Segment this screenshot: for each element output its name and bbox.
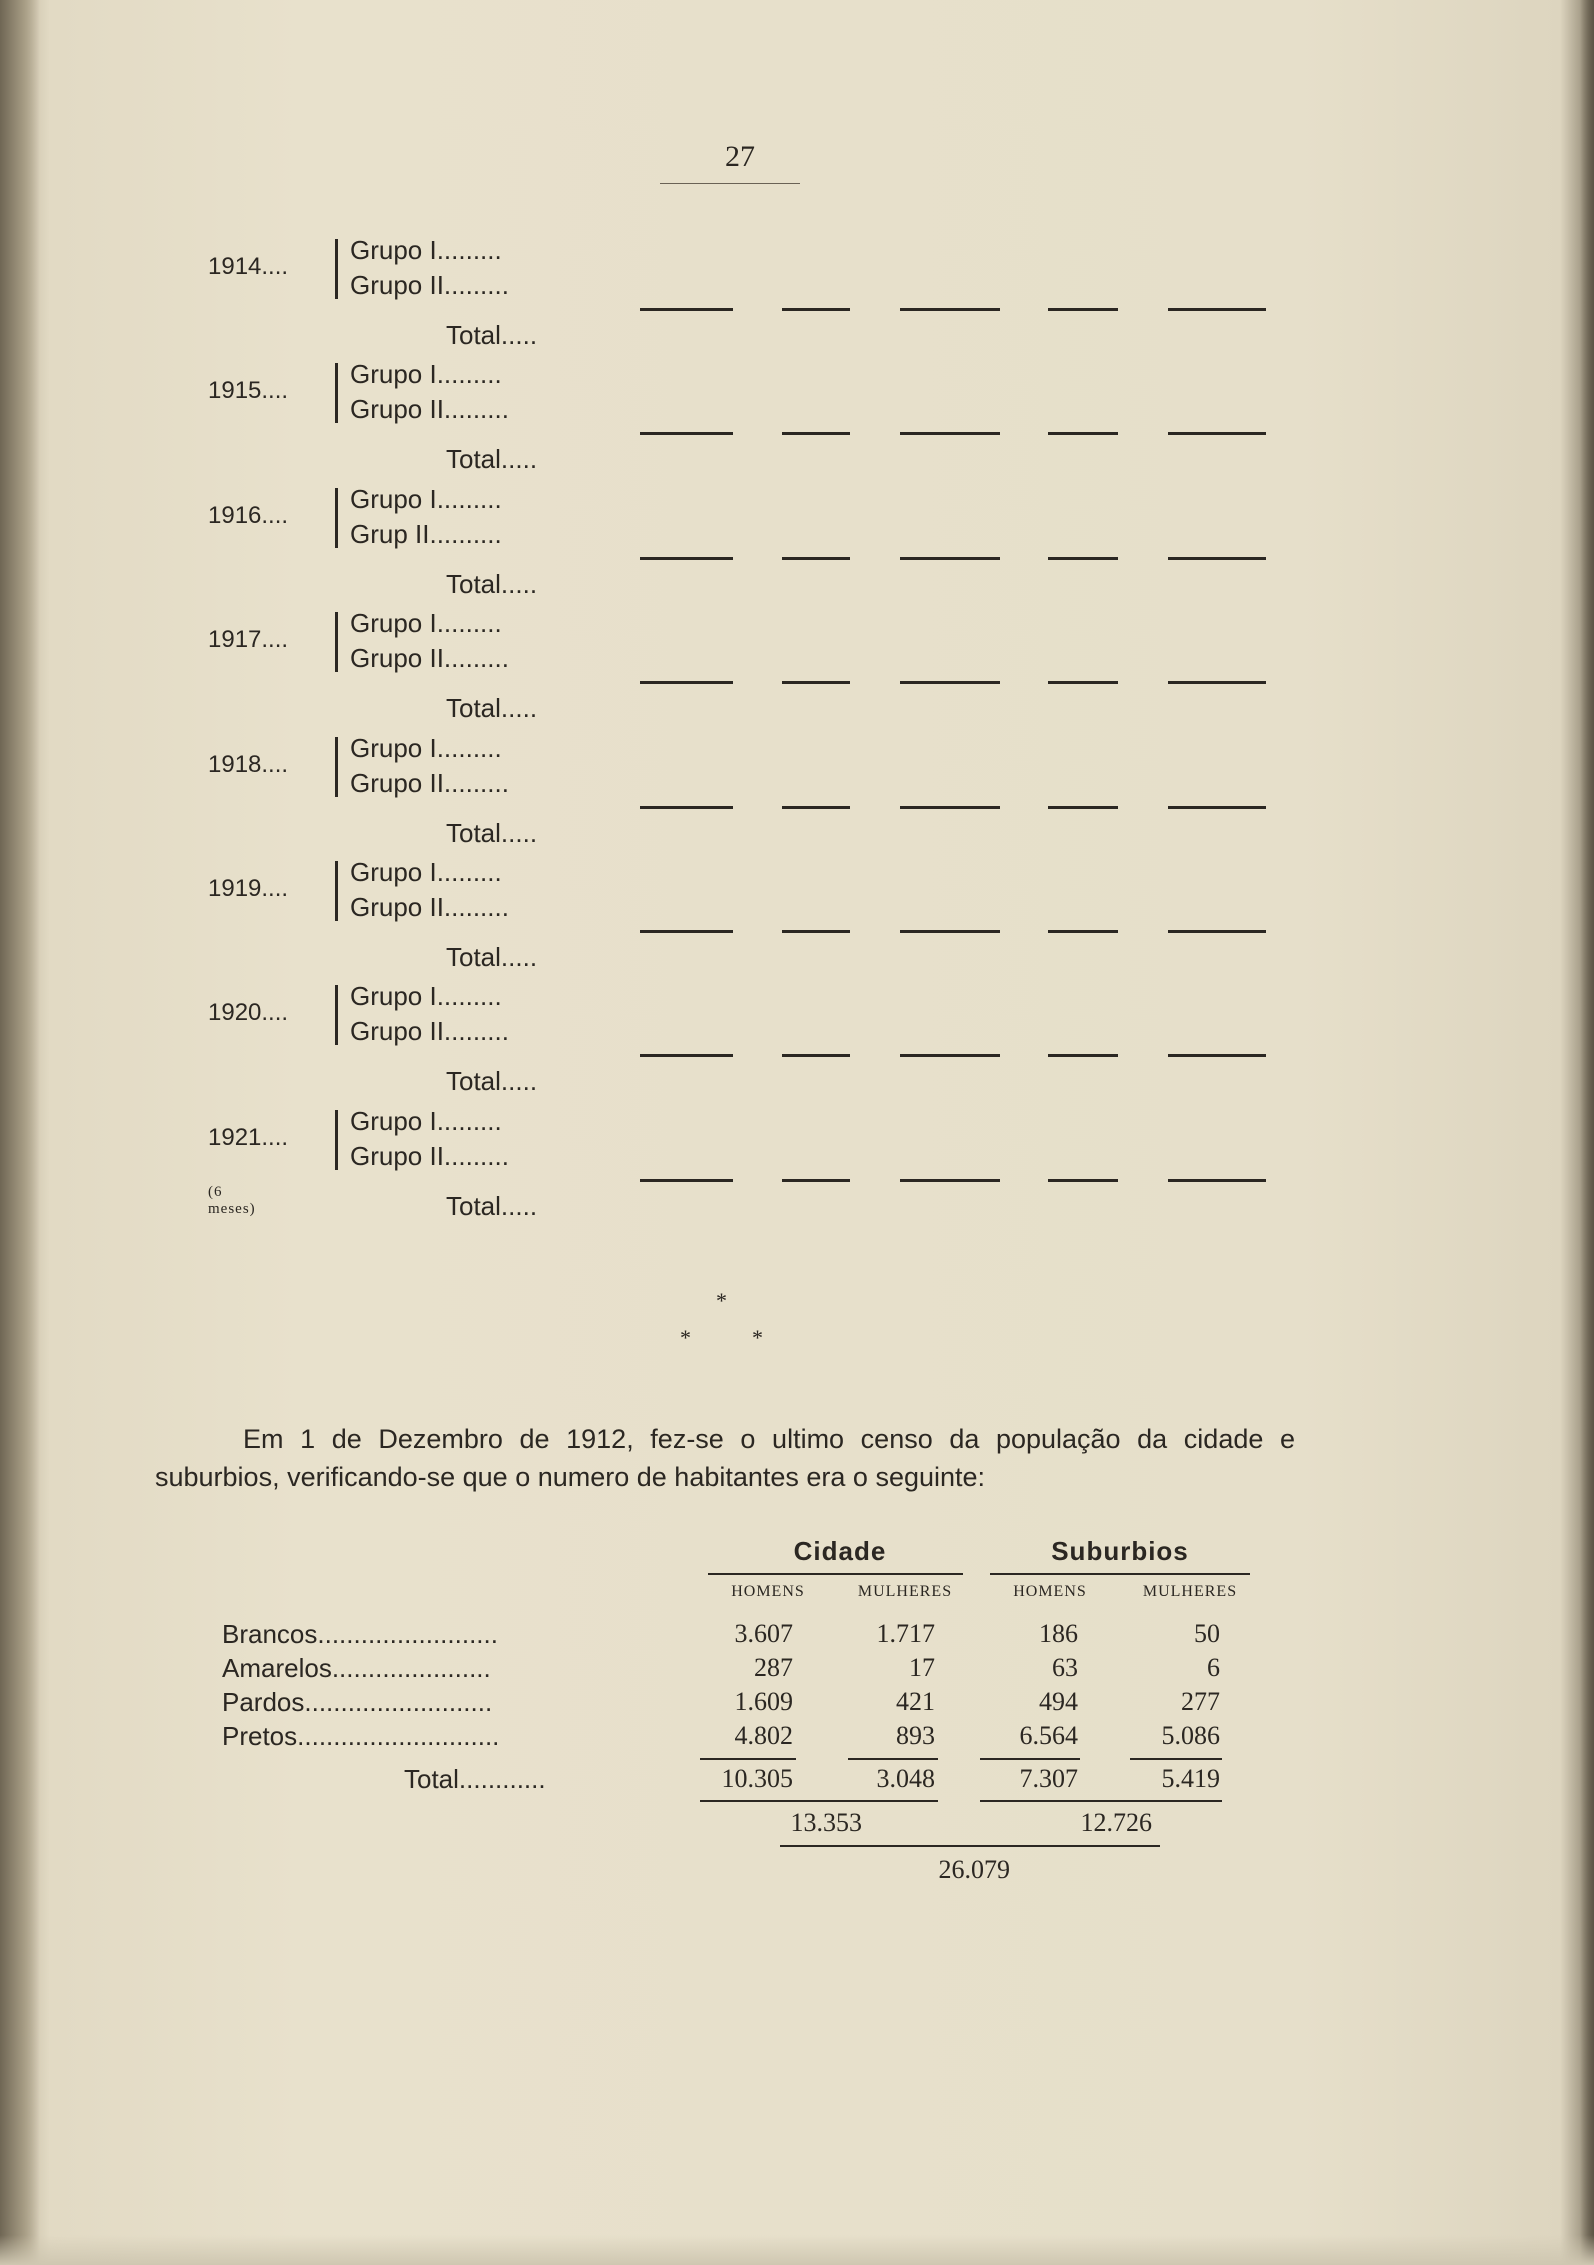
total-rule (782, 308, 850, 311)
year-label: 1919.... (208, 875, 289, 902)
group-brace (335, 363, 338, 423)
separator-star-top: * (716, 1288, 727, 1313)
total-rule (640, 308, 733, 311)
year-label: 1921.... (208, 1123, 289, 1151)
census-subheader: MULHERES (1142, 1583, 1238, 1600)
census-cell: 6 (1207, 1653, 1220, 1682)
header-rule-suburbios (990, 1573, 1250, 1575)
census-row-label: Brancos......................... (222, 1619, 498, 1649)
page-bottom-edge (0, 2235, 1594, 2265)
group-brace (335, 488, 338, 548)
group-label: Grupo I......... (350, 608, 502, 639)
census-total-rule (1130, 1758, 1222, 1760)
census-total-rule (848, 1758, 938, 1760)
total-label: Total..... (446, 817, 538, 848)
census-subheader: HOMENS (1013, 1583, 1087, 1600)
total-rule (900, 1179, 1000, 1182)
census-cell: 6.564 (1019, 1721, 1078, 1750)
grand-total-rule (780, 1845, 1160, 1847)
group-brace (335, 985, 338, 1045)
census-paragraph: Em 1 de Dezembro de 1912, fez-se o ultimo censo da população da cidade e suburbios, verificando-se que o numero de habitantes era o seguinte: (155, 1424, 1295, 1492)
group-brace (335, 612, 338, 672)
total-rule (1168, 1179, 1266, 1182)
group-total-rule-cidade (700, 1800, 938, 1802)
census-cell: 63 (1052, 1653, 1078, 1682)
census-header-cidade: Cidade (793, 1536, 887, 1566)
total-rule (1168, 930, 1266, 933)
total-rule (900, 557, 1000, 560)
separator-star-left: * (680, 1325, 691, 1350)
total-label: Total..... (446, 568, 538, 599)
book-spine-shadow (0, 0, 40, 2265)
census-total-cell: 5.419 (1161, 1764, 1220, 1793)
total-rule (1168, 557, 1266, 560)
total-rule (782, 930, 850, 933)
total-rule (1048, 806, 1118, 809)
total-rule (1168, 681, 1266, 684)
total-label: Total..... (446, 942, 538, 972)
total-rule (1048, 308, 1118, 311)
group-label: Grupo II......... (350, 270, 509, 300)
total-rule (640, 681, 733, 684)
year-label: 1917.... (208, 626, 289, 654)
total-rule (640, 806, 733, 809)
total-rule (782, 557, 850, 560)
total-label: Total..... (446, 1066, 538, 1097)
census-cell: 494 (1039, 1687, 1078, 1716)
census-cell: 287 (754, 1653, 793, 1682)
census-total-rule (700, 1758, 796, 1760)
census-row-label: Amarelos...................... (222, 1653, 491, 1683)
group-label: Grupo I......... (350, 235, 502, 265)
page-number-rule (660, 183, 800, 184)
total-rule (782, 681, 850, 684)
total-rule (1168, 308, 1266, 311)
group-label: Grupo I......... (350, 359, 502, 390)
total-rule (900, 308, 1000, 311)
census-cell: 5.086 (1161, 1721, 1220, 1750)
census-cell: 1.717 (876, 1619, 935, 1648)
census-header-suburbios: Suburbios (1051, 1536, 1189, 1566)
year-label: 1916.... (208, 501, 289, 529)
page-number: 27 (725, 140, 755, 173)
census-cell: 421 (896, 1687, 935, 1716)
total-label: Total..... (446, 320, 538, 350)
group-label: Grup II.......... (350, 518, 502, 549)
total-rule (782, 1179, 850, 1182)
total-rule (1048, 1179, 1118, 1182)
group-label: Grupo II......... (350, 1016, 509, 1047)
total-rule (640, 1054, 733, 1057)
census-cell: 186 (1039, 1619, 1078, 1648)
group-label: Grupo II......... (350, 892, 509, 922)
total-rule (1048, 557, 1118, 560)
group-total-rule-suburbios (980, 1800, 1222, 1802)
group-brace (335, 737, 338, 797)
total-rule (1168, 806, 1266, 809)
census-subheader: MULHERES (857, 1583, 953, 1600)
census-cell: 893 (896, 1721, 935, 1750)
separator-star-right: * (752, 1325, 763, 1350)
group-label: Grupo I......... (350, 981, 502, 1012)
year-label: 1914.... (208, 253, 289, 280)
census-total-cell: 7.307 (1019, 1764, 1078, 1793)
group-label: Grupo I......... (350, 732, 502, 763)
cidade-total: 13.353 (790, 1808, 862, 1837)
page-edge-shadow (1580, 0, 1594, 2265)
census-row-label: Pretos............................ (222, 1721, 500, 1751)
group-label: Grupo I......... (350, 857, 502, 887)
grand-total: 26.079 (938, 1855, 1010, 1884)
total-rule (1168, 432, 1266, 435)
suburbios-total: 12.726 (1080, 1808, 1152, 1837)
total-rule (900, 930, 1000, 933)
total-rule (640, 557, 733, 560)
total-rule (1048, 432, 1118, 435)
census-row-label: Pardos.......................... (222, 1687, 493, 1717)
total-rule (640, 930, 733, 933)
total-rule (782, 432, 850, 435)
census-total-cell: 10.305 (721, 1764, 793, 1793)
group-label: Grupo II......... (350, 394, 509, 425)
total-rule (1048, 681, 1118, 684)
total-rule (900, 681, 1000, 684)
census-cell: 4.802 (734, 1721, 793, 1750)
group-brace (335, 861, 338, 921)
group-label: Grupo I......... (350, 483, 502, 514)
total-rule (782, 1054, 850, 1057)
header-rule-cidade (708, 1573, 963, 1575)
total-rule (900, 806, 1000, 809)
year-label: 1920.... (208, 999, 289, 1027)
group-label: Grupo II......... (350, 1140, 509, 1171)
year-label: 1918.... (208, 750, 289, 778)
year-label: 1915.... (208, 377, 289, 405)
total-rule (900, 432, 1000, 435)
total-rule (900, 1054, 1000, 1057)
total-label: Total..... (446, 444, 538, 475)
census-total-label: Total............ (404, 1764, 546, 1794)
census-total-cell: 3.048 (876, 1764, 935, 1793)
census-cell: 3.607 (734, 1619, 793, 1648)
census-cell: 1.609 (734, 1687, 793, 1716)
total-rule (640, 432, 733, 435)
total-rule (1168, 1054, 1266, 1057)
year-note: (6 meses) (208, 1183, 256, 1217)
total-rule (640, 1179, 733, 1182)
group-brace (335, 1110, 338, 1170)
total-label: Total..... (446, 1190, 538, 1221)
census-total-rule (980, 1758, 1080, 1760)
census-cell: 17 (909, 1653, 935, 1682)
total-rule (782, 806, 850, 809)
group-label: Grupo I......... (350, 1105, 502, 1136)
census-cell: 277 (1181, 1687, 1220, 1716)
census-subheader: HOMENS (731, 1583, 805, 1600)
total-label: Total..... (446, 693, 538, 724)
group-label: Grupo II......... (350, 767, 509, 798)
group-label: Grupo II......... (350, 643, 509, 674)
total-rule (1048, 1054, 1118, 1057)
census-cell: 50 (1194, 1619, 1220, 1648)
group-brace (335, 239, 338, 299)
total-rule (1048, 930, 1118, 933)
